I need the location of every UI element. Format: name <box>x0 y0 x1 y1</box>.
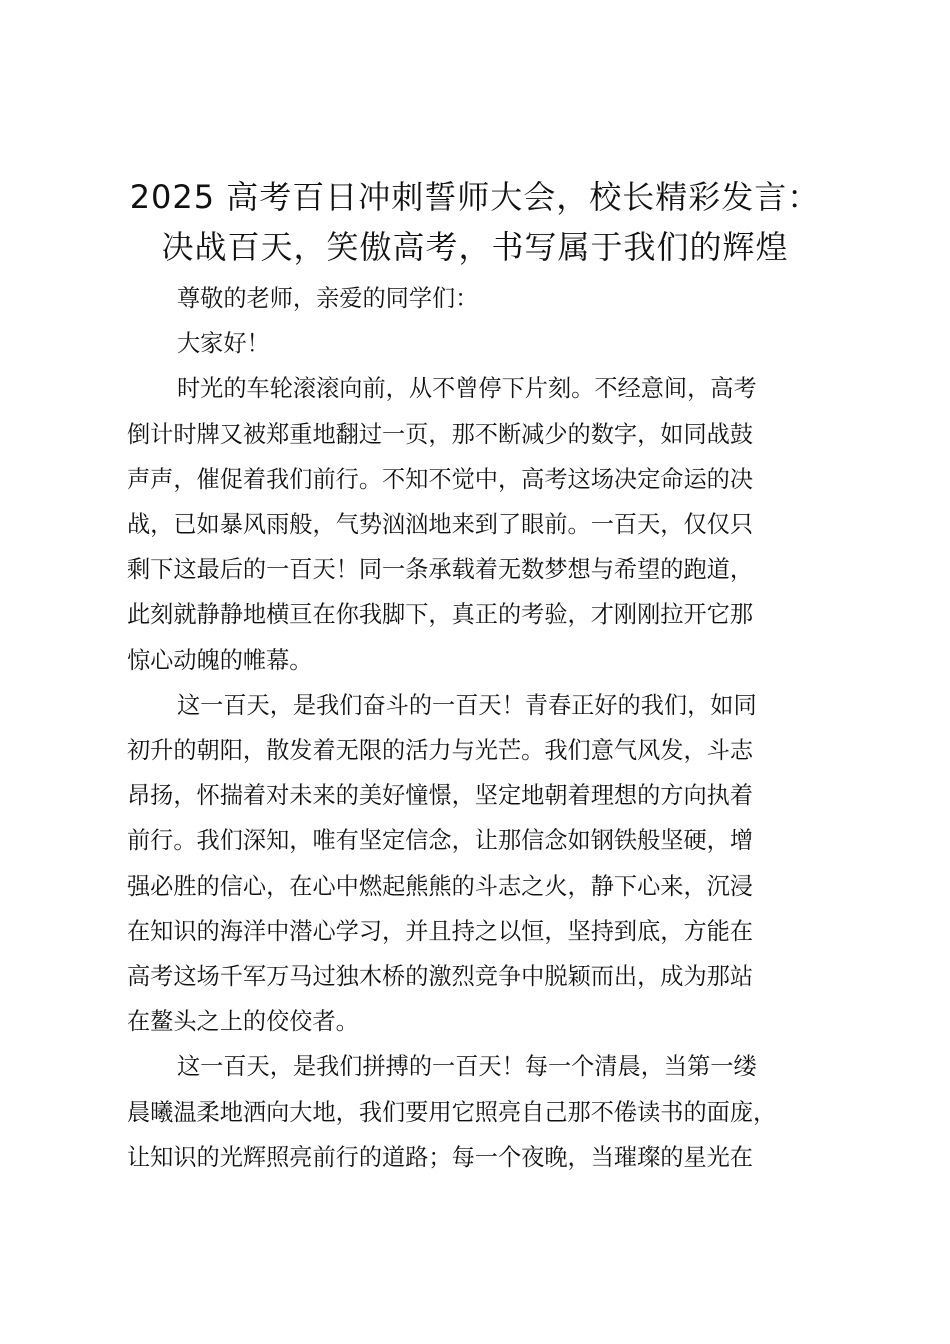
paragraph-line: 这一百天，是我们奋斗的一百天！青春正好的我们，如同 <box>177 691 757 719</box>
greeting-text: 大家好！ <box>177 330 270 358</box>
paragraph-line: 这一百天，是我们拼搏的一百天！每一个清晨，当第一缕 <box>177 1053 757 1081</box>
paragraph-2 <box>127 683 837 1045</box>
paragraph-line: 在鳌头之上的佼佼者。 <box>127 1008 359 1036</box>
paragraph-3 <box>127 1044 837 1180</box>
paragraph-line: 声声，催促着我们前行。不知不觉中，高考这场决定命运的决 <box>127 465 754 493</box>
paragraph-line: 让知识的光辉照亮前行的道路；每一个夜晚，当璀璨的星光在 <box>127 1143 754 1171</box>
paragraph-line: 此刻就静静地横亘在你我脚下，真正的考验，才刚刚拉开它那 <box>127 601 754 629</box>
salutation-text: 尊敬的老师，亲爱的同学们： <box>177 285 479 312</box>
paragraph-line: 倒计时牌又被郑重地翻过一页，那不断减少的数字，如同战鼓 <box>127 420 754 448</box>
paragraph-1 <box>127 366 837 682</box>
title-line-2: 决战百天，笑傲高考，书写属于我们的辉煌 <box>161 228 789 266</box>
paragraph-line: 昂扬，怀揣着对未来的美好憧憬，坚定地朝着理想的方向执着 <box>127 782 754 810</box>
paragraph-line: 高考这场千军万马过独木桥的激烈竞争中脱颖而出，成为那站 <box>127 963 754 991</box>
paragraph-line: 时光的车轮滚滚向前，从不曾停下片刻。不经意间，高考 <box>177 375 757 403</box>
paragraph-line: 战，已如暴风雨般，气势汹汹地来到了眼前。一百天，仅仅只 <box>127 511 754 539</box>
document-body <box>127 276 837 1180</box>
paragraph-line: 强必胜的信心，在心中燃起熊熊的斗志之火，静下心来，沉浸 <box>127 872 754 900</box>
paragraph-line: 初升的朝阳，散发着无限的活力与光芒。我们意气风发，斗志 <box>127 737 754 765</box>
title-line-1: 2025 高考百日冲刺誓师大会，校长精彩发言： <box>129 178 821 216</box>
paragraph-line: 晨曦温柔地洒向大地，我们要用它照亮自己那不倦读书的面庞， <box>127 1098 777 1126</box>
document-title <box>110 172 840 272</box>
paragraph-line: 惊心动魄的帷幕。 <box>127 646 313 674</box>
salutation <box>127 276 837 321</box>
greeting <box>127 321 837 366</box>
paragraph-line: 前行。我们深知，唯有坚定信念，让那信念如钢铁般坚硬，增 <box>127 827 754 855</box>
paragraph-line: 剩下这最后的一百天！同一条承载着无数梦想与希望的跑道， <box>127 556 754 584</box>
paragraph-line: 在知识的海洋中潜心学习，并且持之以恒，坚持到底，方能在 <box>127 917 754 945</box>
